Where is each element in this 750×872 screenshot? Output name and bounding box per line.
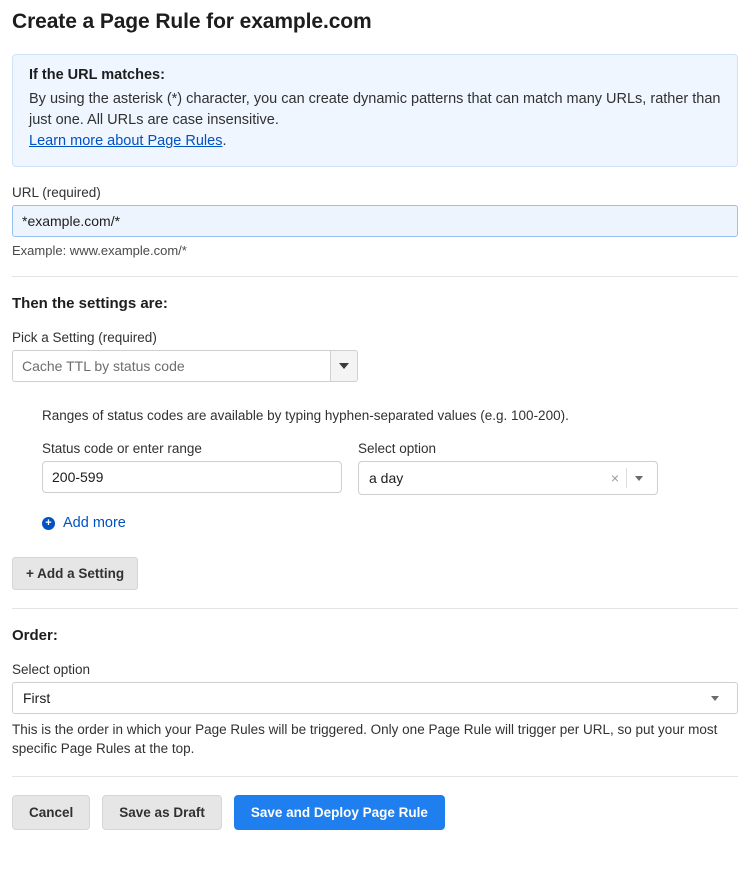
callout-link-suffix: . — [222, 133, 227, 149]
callout-body — [29, 89, 721, 152]
page-rule-form — [0, 10, 750, 872]
order-select-label: Select option — [12, 662, 91, 677]
url-field-label: URL (required) — [12, 185, 101, 200]
settings-section-title: Then the settings are: — [12, 295, 168, 312]
callout-title: If the URL matches: — [29, 67, 165, 83]
select-option-label: Select option — [358, 441, 437, 456]
caret-glyph — [635, 476, 643, 481]
select-option-group — [358, 441, 658, 495]
order-section-title: Order: — [12, 627, 58, 644]
caret-glyph — [711, 696, 719, 701]
status-range-note: Ranges of status codes are available by typing hyphen-separated values (e.g. 100-200). — [42, 408, 569, 423]
url-input[interactable] — [12, 205, 738, 237]
pick-setting-select[interactable] — [12, 350, 358, 382]
url-match-callout — [12, 54, 738, 167]
status-option-row — [42, 441, 738, 495]
cache-ttl-settings — [42, 408, 738, 531]
status-code-input[interactable] — [42, 461, 342, 493]
chevron-down-icon[interactable] — [627, 476, 651, 481]
divider-footer — [12, 776, 738, 777]
ttl-option-value: a day — [369, 470, 404, 486]
clear-icon[interactable]: × — [610, 470, 619, 486]
save-as-draft-button[interactable]: Save as Draft — [102, 795, 222, 830]
form-footer — [12, 795, 738, 830]
plus-icon: + — [42, 517, 55, 530]
chevron-down-icon[interactable] — [703, 696, 727, 701]
learn-more-link[interactable]: Learn more about Page Rules — [29, 133, 223, 149]
pick-setting-value[interactable]: Cache TTL by status code — [12, 350, 330, 382]
order-select[interactable] — [12, 682, 738, 714]
order-select-value: First — [23, 690, 51, 706]
add-more-label: Add more — [63, 515, 126, 531]
status-code-group — [42, 441, 342, 495]
callout-text: By using the asterisk (*) character, you can create dynamic patterns that can match many URLs, rather than just one. All URLs are case insensitive. — [29, 91, 721, 128]
page-title: Create a Page Rule for example.com — [12, 10, 372, 33]
divider-order — [12, 608, 738, 609]
add-a-setting-button[interactable]: + Add a Setting — [12, 557, 138, 590]
save-and-deploy-button[interactable]: Save and Deploy Page Rule — [234, 795, 445, 830]
divider-settings — [12, 276, 738, 277]
url-help-text: Example: www.example.com/* — [12, 243, 187, 258]
ttl-option-select[interactable] — [358, 461, 658, 495]
add-more-button[interactable] — [42, 515, 738, 531]
chevron-down-icon[interactable] — [330, 350, 358, 382]
caret-glyph — [339, 363, 349, 369]
status-code-label: Status code or enter range — [42, 441, 202, 456]
pick-setting-label: Pick a Setting (required) — [12, 330, 157, 345]
cancel-button[interactable]: Cancel — [12, 795, 90, 830]
order-help-text: This is the order in which your Page Rules will be triggered. Only one Page Rule will trigger per URL, so put your most specific Page Rules at the top. — [12, 722, 718, 756]
